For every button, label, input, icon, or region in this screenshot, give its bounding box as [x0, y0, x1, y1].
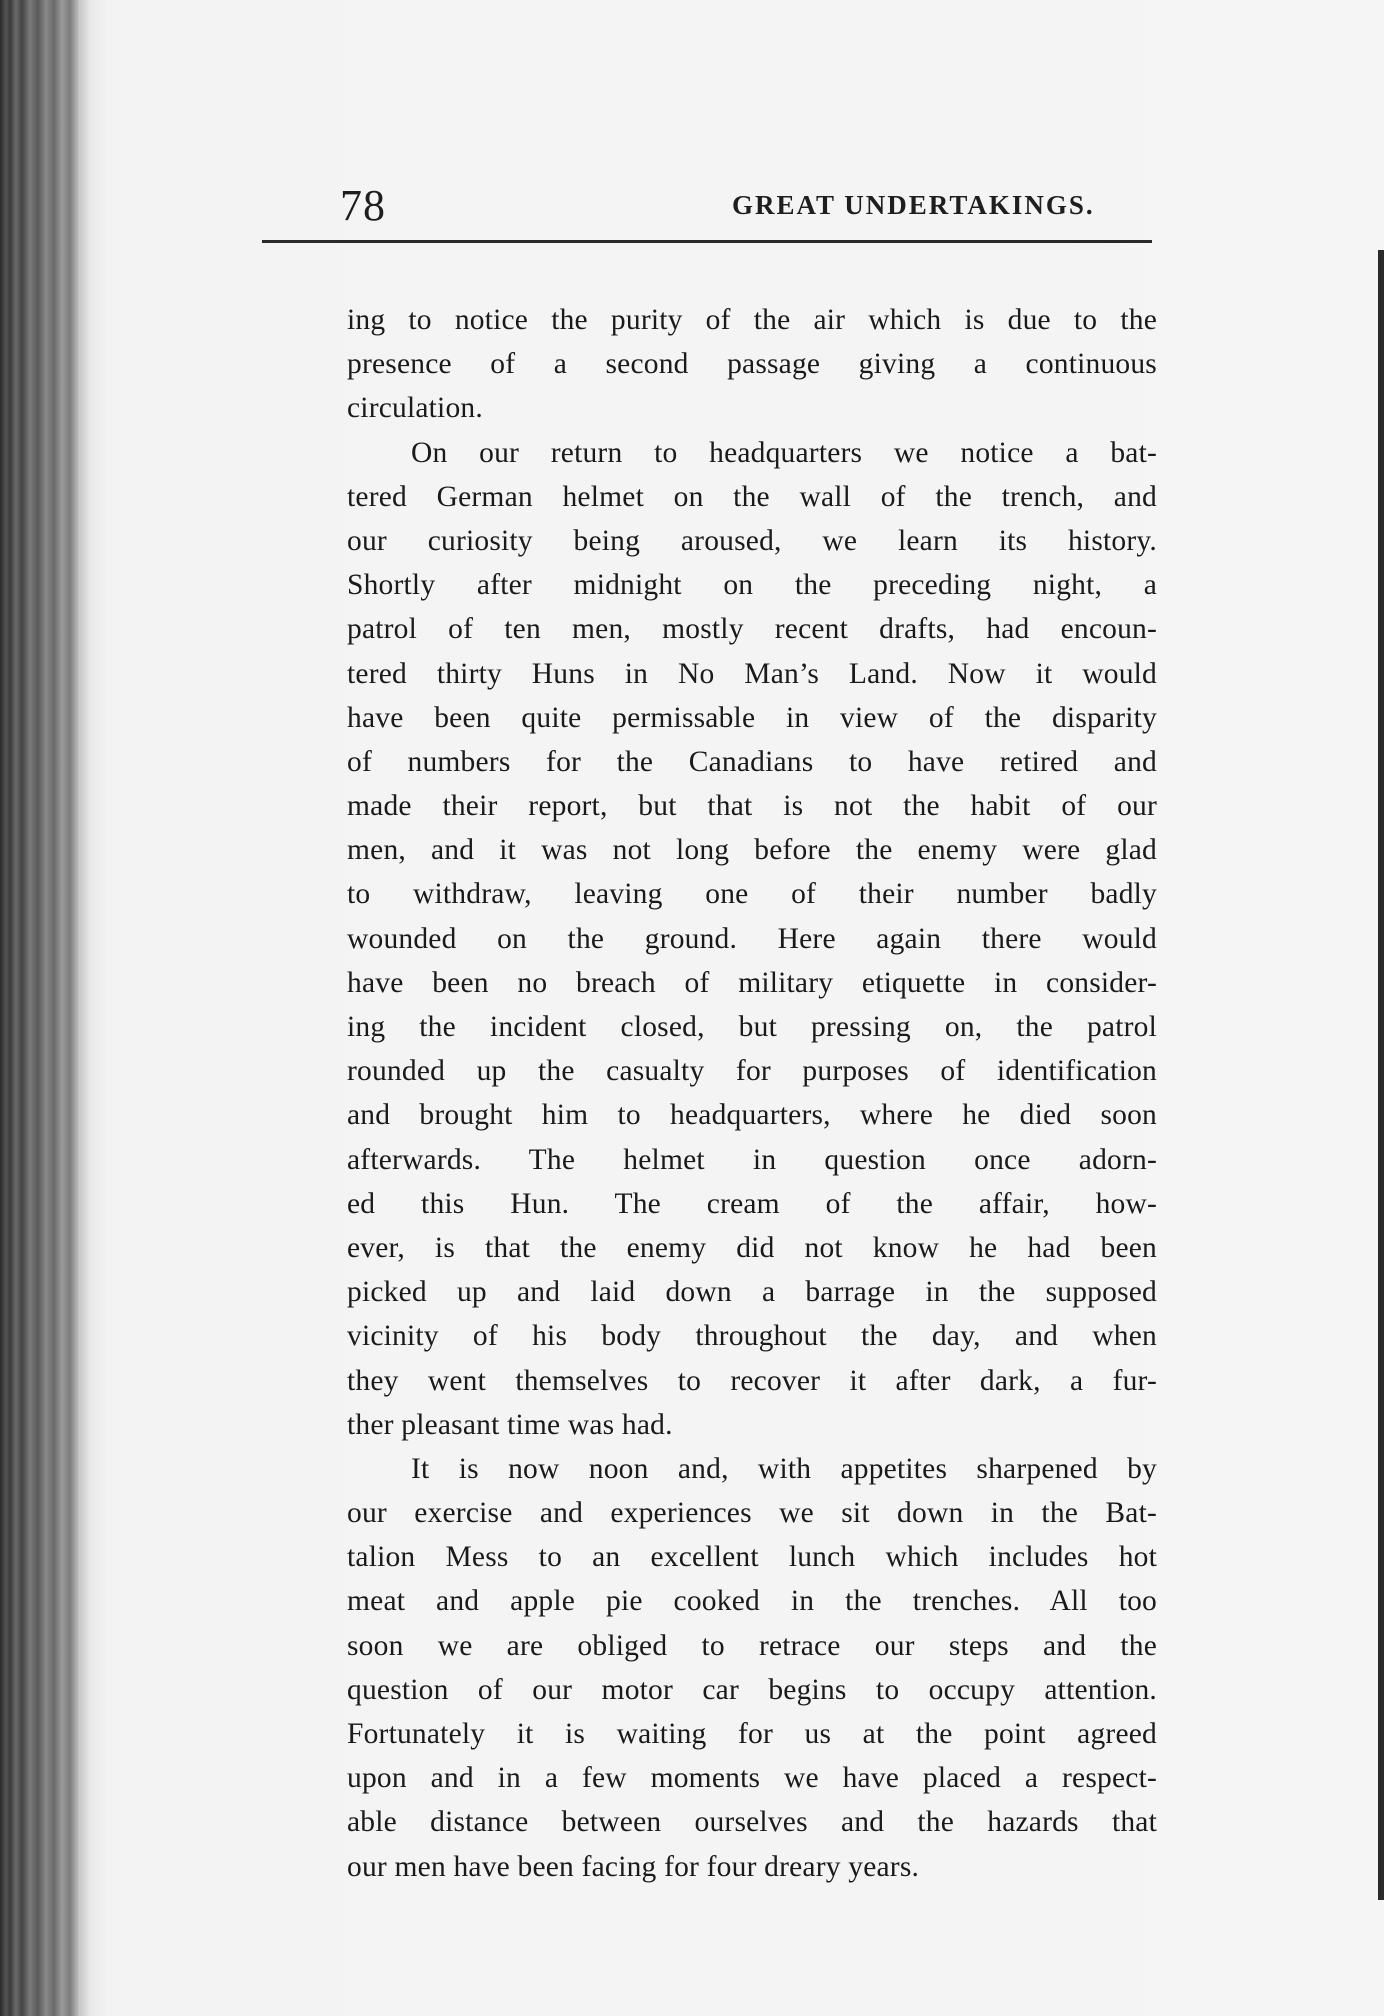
book-spine-edges [0, 0, 80, 2016]
text-line: ther pleasant time was had. [347, 1408, 673, 1441]
text-line: presence of a second passage giving a continuous [347, 348, 1157, 381]
text-line: meat and apple pie cooked in the trenches. All too [347, 1585, 1157, 1618]
text-line: wounded on the ground. Here again there would [347, 922, 1157, 955]
text-line: tered German helmet on the wall of the trench, and [347, 480, 1157, 513]
running-head: GREAT UNDERTAKINGS. [732, 190, 1095, 220]
text-line: soon we are obliged to retrace our steps and the [347, 1629, 1157, 1662]
page-header [262, 180, 1152, 236]
text-line: they went themselves to recover it after dark, a fur- [347, 1364, 1157, 1397]
text-line: upon and in a few moments we have placed a respect- [347, 1762, 1157, 1795]
text-line: Fortunately it is waiting for us at the point agreed [347, 1718, 1157, 1750]
text-line: question of our motor car begins to occupy attention. [347, 1673, 1157, 1706]
text-line: tered thirty Huns in No Man’s Land. Now it would [347, 657, 1157, 690]
text-line: men, and it was not long before the enemy were glad [347, 834, 1157, 867]
text-line: have been no breach of military etiquette in consider- [347, 966, 1157, 999]
text-line: circulation. [347, 392, 483, 425]
text-line: our exercise and experiences we sit down in the Bat- [347, 1497, 1157, 1530]
text-line: talion Mess to an excellent lunch which includes hot [347, 1541, 1157, 1574]
text-line: have been quite permissable in view of the disparity [347, 701, 1157, 734]
header-rule [262, 240, 1152, 243]
text-line: our curiosity being aroused, we learn its history. [347, 524, 1157, 557]
text-line: of numbers for the Canadians to have retired and [347, 745, 1157, 778]
page-number: 78 [340, 181, 386, 230]
text-line: able distance between ourselves and the hazards that [347, 1806, 1157, 1839]
text-line: ing to notice the purity of the air which is due to the [347, 304, 1157, 336]
text-line: rounded up the casualty for purposes of identification [347, 1055, 1157, 1088]
text-line: vicinity of his body throughout the day, and when [347, 1320, 1157, 1353]
text-line: ed this Hun. The cream of the affair, how- [347, 1187, 1157, 1220]
body-text [347, 298, 1157, 1889]
text-line: Shortly after midnight on the preceding night, a [347, 569, 1157, 602]
text-line: picked up and laid down a barrage in the supposed [347, 1276, 1157, 1309]
text-line: our men have been facing for four dreary years. [347, 1850, 920, 1883]
text-line: On our return to headquarters we notice a bat- [411, 436, 1157, 469]
text-line: patrol of ten men, mostly recent drafts, had encoun- [347, 613, 1157, 646]
text-line: ing the incident closed, but pressing on, the patrol [347, 1011, 1157, 1043]
text-line: made their report, but that is not the habit of our [347, 790, 1157, 823]
text-line: and brought him to headquarters, where he died soon [347, 1099, 1157, 1132]
text-line: ever, is that the enemy did not know he had been [347, 1231, 1157, 1264]
text-line: It is now noon and, with appetites sharpened by [411, 1452, 1157, 1485]
binding-edge [1378, 250, 1384, 1900]
text-line: afterwards. The helmet in question once adorn- [347, 1143, 1157, 1176]
text-line: to withdraw, leaving one of their number badly [347, 878, 1157, 911]
